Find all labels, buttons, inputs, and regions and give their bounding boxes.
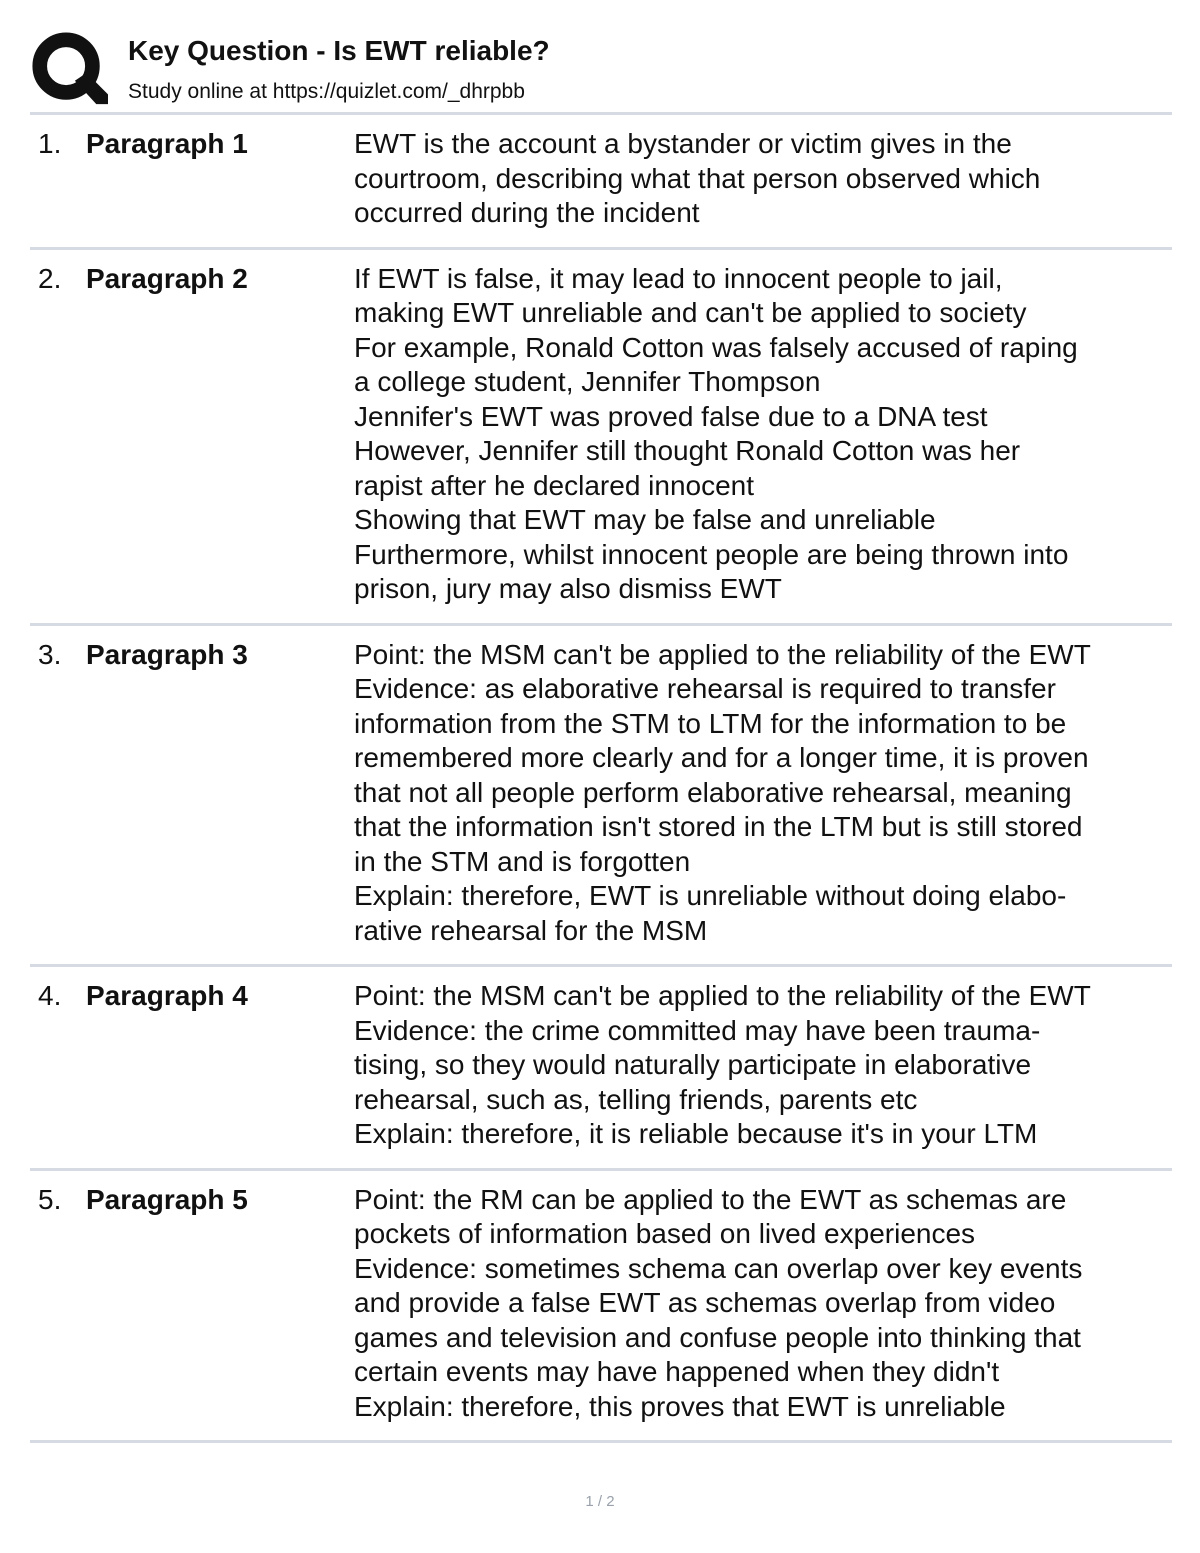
- definition-line: rapist after he declared innocent: [354, 469, 755, 501]
- quizlet-q-logo-icon: [30, 30, 108, 108]
- definition-line: information from the STM to LTM for the information to be: [354, 707, 1067, 739]
- definition-line: rehearsal, such as, telling friends, parents etc: [354, 1083, 918, 1115]
- definition-line: For example, Ronald Cotton was falsely accused of raping: [354, 331, 1078, 363]
- card-number: 4.: [38, 980, 62, 1011]
- definition-line: prison, jury may also dismiss EWT: [354, 573, 782, 604]
- document-title: Key Question - Is EWT reliable?: [128, 35, 550, 66]
- card-term: Paragraph 2: [86, 262, 248, 294]
- definition-line: a college student, Jennifer Thompson: [354, 366, 821, 397]
- card-definition: [354, 638, 1169, 949]
- definition-line: remembered more clearly and for a longer time, it is proven: [354, 742, 1089, 773]
- card-definition: [354, 127, 1169, 231]
- definition-line: If EWT is false, it may lead to innocent people to jail,: [354, 262, 1003, 294]
- definition-line: Furthermore, whilst innocent people are being thrown into: [354, 538, 1069, 570]
- card-term: Paragraph 5: [86, 1183, 248, 1215]
- definition-line: pockets of information based on lived experiences: [354, 1218, 976, 1249]
- study-online-link[interactable]: Study online at https://quizlet.com/_dhrpbb: [128, 80, 525, 103]
- card-term: Paragraph 1: [86, 128, 248, 159]
- flashcard-row: [30, 115, 1172, 250]
- card-number: 1.: [38, 128, 62, 159]
- card-number: 2.: [38, 262, 62, 294]
- definition-line: However, Jennifer still thought Ronald Cotton was her: [354, 435, 1021, 466]
- definition-line: making EWT unreliable and can't be applied to society: [354, 297, 1027, 328]
- definition-line: tising, so they would naturally participate in elaborative: [354, 1049, 1032, 1080]
- definition-line: Showing that EWT may be false and unreliable: [354, 504, 936, 535]
- definition-line: that the information isn't stored in the LTM but is still stored: [354, 811, 1083, 842]
- flashcard-row: [30, 626, 1172, 968]
- definition-line: occurred during the incident: [354, 197, 700, 228]
- definition-line: EWT is the account a bystander or victim gives in the: [354, 128, 1012, 159]
- card-number: 5.: [38, 1183, 62, 1215]
- page-header: [30, 28, 1172, 112]
- definition-line: Evidence: sometimes schema can overlap over key events: [354, 1252, 1083, 1284]
- card-definition: [354, 1183, 1169, 1425]
- flashcard-row: [30, 967, 1172, 1171]
- card-definition: [354, 262, 1169, 607]
- definition-line: Evidence: the crime committed may have been trauma-: [354, 1014, 1041, 1046]
- definition-line: Explain: therefore, it is reliable because it's in your LTM: [354, 1118, 1038, 1149]
- card-definition: [354, 979, 1169, 1152]
- definition-line: Point: the RM can be applied to the EWT as schemas are: [354, 1183, 1067, 1215]
- definition-line: Evidence: as elaborative rehearsal is required to transfer: [354, 673, 1056, 704]
- flashcard-row: [30, 1171, 1172, 1444]
- definition-line: and provide a false EWT as schemas overlap from video: [354, 1287, 1056, 1318]
- definition-line: Point: the MSM can't be applied to the reliability of the EWT: [354, 638, 1091, 670]
- definition-line: games and television and confuse people into thinking that: [354, 1321, 1081, 1353]
- definition-line: rative rehearsal for the MSM: [354, 914, 708, 946]
- definition-line: certain events may have happened when they didn't: [354, 1356, 1000, 1387]
- definition-line: Explain: therefore, this proves that EWT is unreliable: [354, 1390, 1006, 1422]
- flashcard-row: [30, 250, 1172, 626]
- card-term: Paragraph 3: [86, 638, 248, 670]
- page-indicator: 1 / 2: [585, 1493, 615, 1510]
- card-term: Paragraph 4: [86, 980, 248, 1011]
- flashcard-list: [30, 115, 1172, 1443]
- definition-line: Point: the MSM can't be applied to the reliability of the EWT: [354, 980, 1091, 1011]
- definition-line: that not all people perform elaborative rehearsal, meaning: [354, 776, 1072, 808]
- definition-line: Jennifer's EWT was proved false due to a DNA test: [354, 400, 988, 432]
- definition-line: Explain: therefore, EWT is unreliable without doing elabo-: [354, 880, 1067, 911]
- card-number: 3.: [38, 638, 62, 670]
- definition-line: courtroom, describing what that person observed which: [354, 162, 1041, 194]
- definition-line: in the STM and is forgotten: [354, 845, 691, 877]
